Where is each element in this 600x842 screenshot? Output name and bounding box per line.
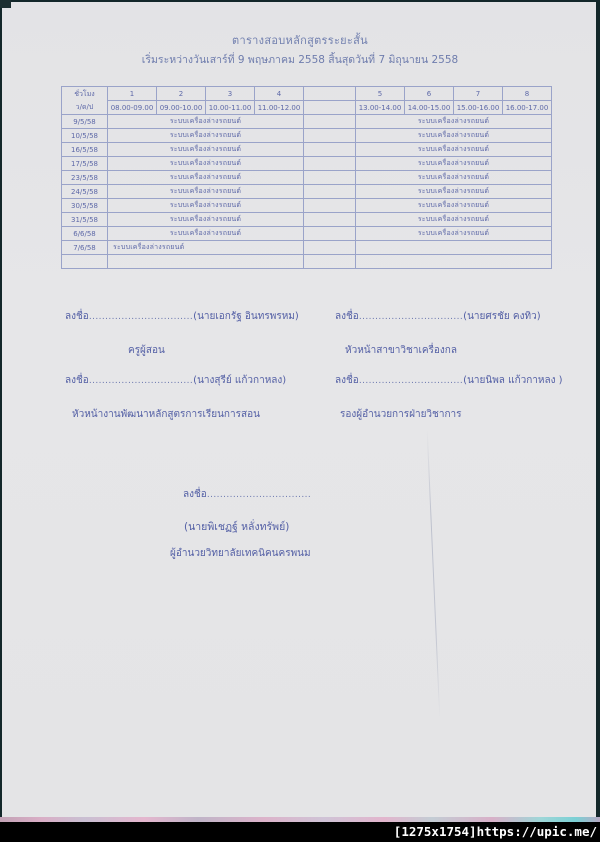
signature-dotted-line: ................................ (88, 312, 194, 322)
afternoon-subject-cell: ระบบเครื่องล่างรถยนต์ (356, 227, 552, 241)
signature-teacher (65, 309, 299, 324)
sign-label: ลงชื่อ (335, 311, 359, 322)
header-time-8: 16.00-17.00 (503, 101, 552, 115)
lunch-gap-cell (304, 157, 356, 171)
row-date-cell: 17/5/58 (62, 157, 108, 171)
lunch-gap-cell (304, 171, 356, 185)
signature-name: (นางสุรีย์ แก้วกาหลง) (193, 375, 287, 386)
document-subtitle: เริ่มระหว่างวันเสาร์ที่ 9 พฤษภาคม 2558 สิ้นสุดวันที่ 7 มิถุนายน 2558 (141, 54, 459, 66)
row-date-cell: 10/5/58 (62, 129, 108, 143)
signature-name: (นายนิพล แก้วกาหลง ) (463, 375, 563, 386)
row-date-cell: 9/5/58 (62, 115, 108, 129)
header-time-5: 13.00-14.00 (356, 101, 405, 115)
table-row (62, 157, 552, 171)
morning-subject-cell: ระบบเครื่องล่างรถยนต์ (108, 241, 304, 255)
lunch-gap-cell (304, 199, 356, 213)
lunch-gap-cell (304, 101, 356, 115)
morning-subject-cell: ระบบเครื่องล่างรถยนต์ (108, 143, 304, 157)
header-time-1: 08.00-09.00 (108, 101, 157, 115)
morning-subject-cell: ระบบเครื่องล่างรถยนต์ (108, 171, 304, 185)
afternoon-subject-cell: ระบบเครื่องล่างรถยนต์ (356, 171, 552, 185)
row-date-cell: 23/5/58 (62, 171, 108, 185)
header-period-7: 7 (454, 87, 503, 101)
afternoon-subject-cell: ระบบเครื่องล่างรถยนต์ (356, 157, 552, 171)
afternoon-subject-cell: ระบบเครื่องล่างรถยนต์ (356, 185, 552, 199)
table-row (62, 199, 552, 213)
lunch-gap-cell (304, 87, 356, 101)
row-date-cell (62, 255, 108, 269)
row-date-cell: 24/5/58 (62, 185, 108, 199)
header-period-6: 6 (405, 87, 454, 101)
morning-subject-cell: ระบบเครื่องล่างรถยนต์ (108, 199, 304, 213)
lunch-gap-cell (304, 115, 356, 129)
director-role: ผู้อำนวยวิทยาลัยเทคนิคนครพนม (170, 548, 311, 559)
afternoon-subject-cell: ระบบเครื่องล่างรถยนต์ (356, 143, 552, 157)
sign-label: ลงชื่อ (65, 311, 89, 322)
morning-subject-cell: ระบบเครื่องล่างรถยนต์ (108, 227, 304, 241)
lunch-gap-cell (304, 143, 356, 157)
signature-dotted-line: ................................ (206, 490, 312, 500)
header-date-label: ว/ด/ป (75, 102, 94, 111)
morning-subject-cell: ระบบเครื่องล่างรถยนต์ (108, 157, 304, 171)
table-row (62, 241, 552, 255)
header-time-6: 14.00-15.00 (405, 101, 454, 115)
signature-dotted-line: ................................ (358, 312, 464, 322)
role-curriculum-head: หัวหน้างานพัฒนาหลักสูตรการเรียนการสอน (72, 409, 260, 420)
role-dept-head: หัวหน้าสาขาวิชาเครื่องกล (345, 345, 457, 356)
header-period-8: 8 (503, 87, 552, 101)
signature-curriculum-head (65, 373, 286, 388)
lunch-gap-cell (304, 227, 356, 241)
signature-deputy-director (335, 373, 563, 388)
lunch-gap-cell (304, 255, 356, 269)
header-period-1: 1 (108, 87, 157, 101)
afternoon-subject-cell (356, 255, 552, 269)
table-row (62, 185, 552, 199)
exam-schedule-table (61, 86, 552, 269)
director-name: (นายพิเชฏฐ์ หลั่งทรัพย์) (184, 521, 290, 533)
role-teacher: ครูผู้สอน (128, 345, 165, 356)
lunch-gap-cell (304, 241, 356, 255)
sign-label: ลงชื่อ (65, 375, 89, 386)
afternoon-subject-cell: ระบบเครื่องล่างรถยนต์ (356, 115, 552, 129)
signature-director (183, 487, 311, 502)
header-time-7: 15.00-16.00 (454, 101, 503, 115)
header-hour-label: ชั่วโมง (74, 89, 95, 98)
row-date-cell: 7/6/58 (62, 241, 108, 255)
header-corner-cell (62, 87, 108, 115)
table-header-time-row (62, 101, 552, 115)
afternoon-subject-cell: ระบบเครื่องล่างรถยนต์ (356, 213, 552, 227)
signature-dotted-line: ................................ (358, 376, 464, 386)
row-date-cell: 16/5/58 (62, 143, 108, 157)
sign-label: ลงชื่อ (183, 489, 207, 500)
signature-name: (นายเอกรัฐ อินทรพรหม) (193, 311, 299, 322)
row-date-cell: 30/5/58 (62, 199, 108, 213)
table-row (62, 129, 552, 143)
header-time-4: 11.00-12.00 (255, 101, 304, 115)
lunch-gap-cell (304, 213, 356, 227)
document-title: ตารางสอบหลักสูตรระยะสั้น (232, 34, 368, 47)
header-period-4: 4 (255, 87, 304, 101)
signature-dept-head (335, 309, 541, 324)
footer-bar (0, 822, 600, 842)
morning-subject-cell: ระบบเครื่องล่างรถยนต์ (108, 129, 304, 143)
morning-subject-cell: ระบบเครื่องล่างรถยนต์ (108, 213, 304, 227)
table-row (62, 143, 552, 157)
afternoon-subject-cell (356, 241, 552, 255)
header-time-3: 10.00-11.00 (206, 101, 255, 115)
lunch-gap-cell (304, 129, 356, 143)
morning-subject-cell: ระบบเครื่องล่างรถยนต์ (108, 115, 304, 129)
morning-subject-cell: ระบบเครื่องล่างรถยนต์ (108, 185, 304, 199)
scan-corner-artifact (0, 0, 11, 8)
header-period-3: 3 (206, 87, 255, 101)
row-date-cell: 31/5/58 (62, 213, 108, 227)
signature-dotted-line: ................................ (88, 376, 194, 386)
upic-watermark: [1275x1754]https://upic.me/ (393, 824, 597, 839)
morning-subject-cell (108, 255, 304, 269)
table-row (62, 213, 552, 227)
table-row (62, 227, 552, 241)
lunch-gap-cell (304, 185, 356, 199)
sign-label: ลงชื่อ (335, 375, 359, 386)
afternoon-subject-cell: ระบบเครื่องล่างรถยนต์ (356, 129, 552, 143)
afternoon-subject-cell: ระบบเครื่องล่างรถยนต์ (356, 199, 552, 213)
table-row (62, 171, 552, 185)
table-header-number-row (62, 87, 552, 101)
role-deputy-director: รองผู้อำนวยการฝ่ายวิชาการ (340, 409, 462, 420)
table-row (62, 255, 552, 269)
table-row (62, 115, 552, 129)
header-period-5: 5 (356, 87, 405, 101)
header-period-2: 2 (157, 87, 206, 101)
row-date-cell: 6/6/58 (62, 227, 108, 241)
header-time-2: 09.00-10.00 (157, 101, 206, 115)
signature-name: (นายศรชัย คงทิว) (463, 311, 541, 322)
